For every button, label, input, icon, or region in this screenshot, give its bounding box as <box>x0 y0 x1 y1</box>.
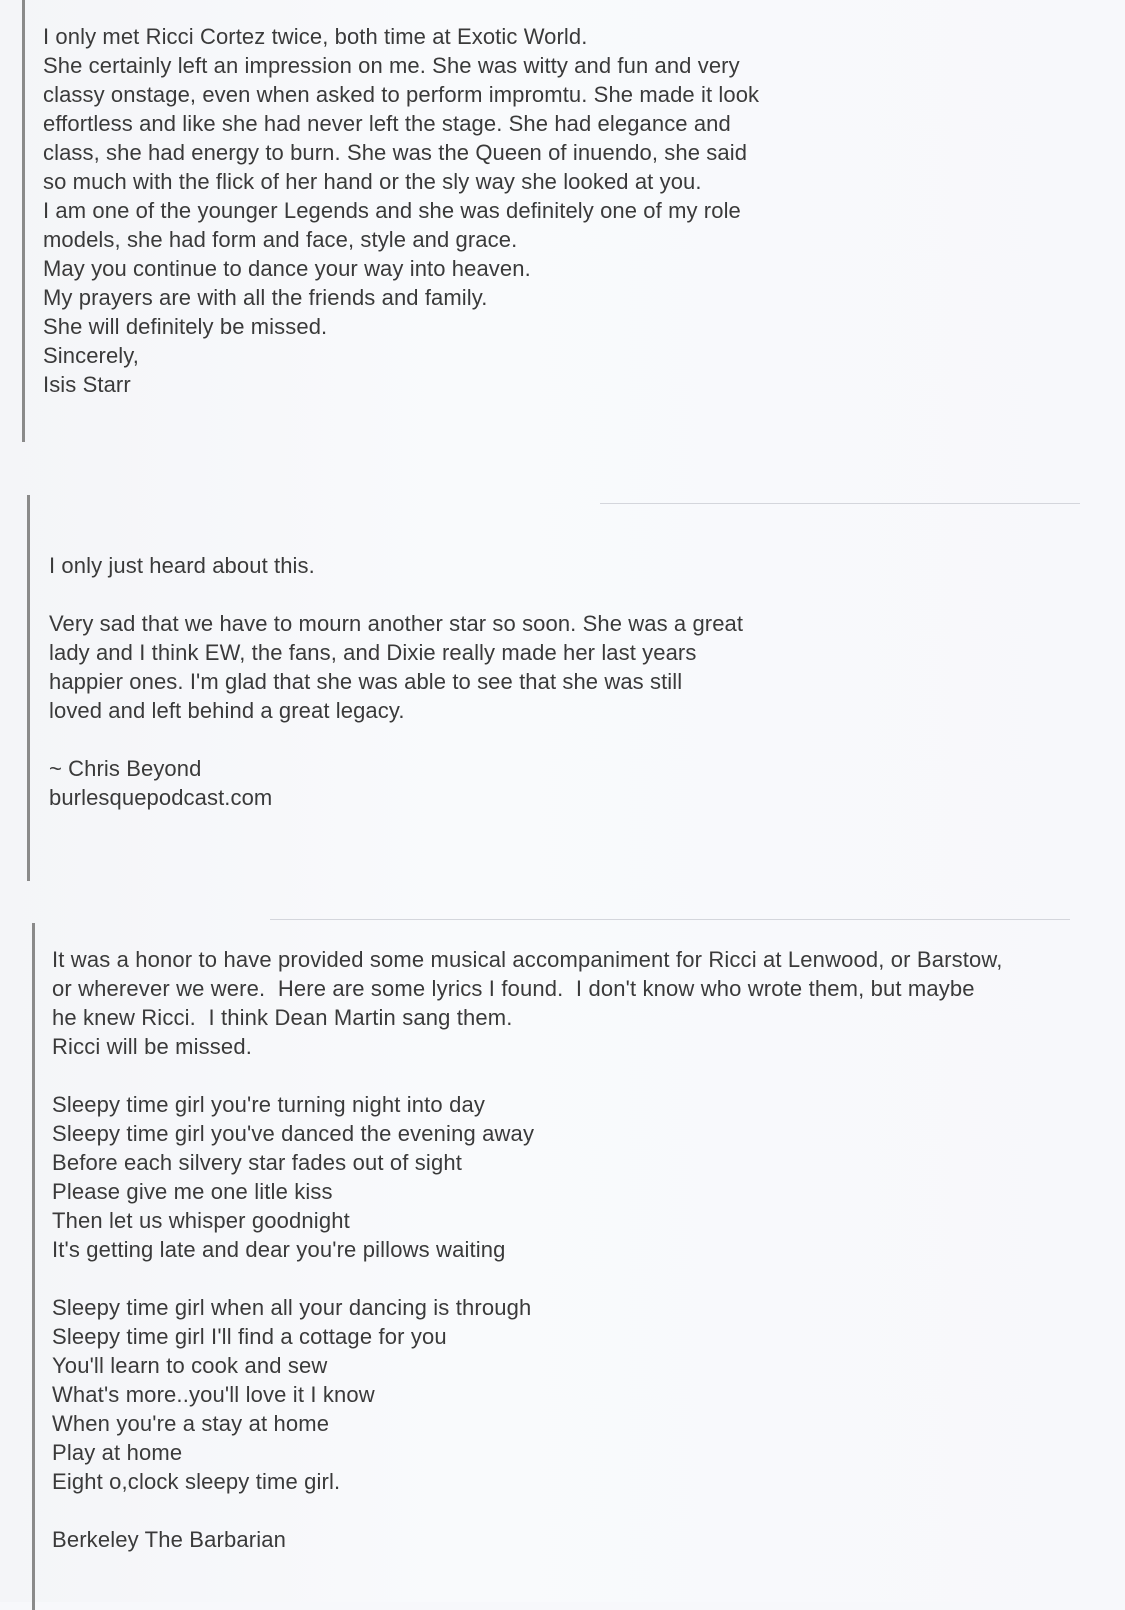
lyric-line: When you're a stay at home <box>52 1411 330 1436</box>
letter-line: Ricci will be missed. <box>52 1034 252 1059</box>
letter-signature: ~ Chris Beyond <box>49 756 202 781</box>
paragraph-gap <box>49 580 1089 609</box>
signature-website: burlesquepodcast.com <box>49 785 273 810</box>
letter-line: lady and I think EW, the fans, and Dixie really made her last years <box>49 640 697 665</box>
letter-line: models, she had form and face, style and grace. <box>43 227 518 252</box>
paragraph-gap <box>52 1264 1122 1293</box>
lyric-line: Sleepy time girl you've danced the evening away <box>52 1121 535 1146</box>
lyric-line: What's more..you'll love it I know <box>52 1382 375 1407</box>
tribute-letter-isis-starr <box>22 0 1093 442</box>
paragraph-gap <box>52 1496 1122 1525</box>
letter-line: classy onstage, even when asked to perform impromtu. She made it look <box>43 82 760 107</box>
letter-line: My prayers are with all the friends and family. <box>43 285 488 310</box>
paragraph-gap <box>49 725 1089 754</box>
letter-line: I only just heard about this. <box>49 553 315 578</box>
letter-line: It was a honor to have provided some musical accompaniment for Ricci at Lenwood, or Barstow, <box>52 947 1003 972</box>
letter-line: I am one of the younger Legends and she was definitely one of my role <box>43 198 741 223</box>
lyric-line: Before each silvery star fades out of sight <box>52 1150 462 1175</box>
letter-line: May you continue to dance your way into heaven. <box>43 256 531 281</box>
letter-line: happier ones. I'm glad that she was able to see that she was still <box>49 669 683 694</box>
lyric-line: Eight o,clock sleepy time girl. <box>52 1469 341 1494</box>
letter-closing: Sincerely, <box>43 343 139 368</box>
letter-signature: Isis Starr <box>43 372 131 397</box>
letter-signature: Berkeley The Barbarian <box>52 1527 287 1552</box>
lyric-line: Then let us whisper goodnight <box>52 1208 350 1233</box>
letter-line: She will definitely be missed. <box>43 314 328 339</box>
paragraph-gap <box>52 1061 1122 1090</box>
letter-line: effortless and like she had never left the stage. She had elegance and <box>43 111 731 136</box>
letter-line: so much with the flick of her hand or the sly way she looked at you. <box>43 169 702 194</box>
lyric-line: It's getting late and dear you're pillows waiting <box>52 1237 506 1262</box>
letter-line: I only met Ricci Cortez twice, both time at Exotic World. <box>43 24 588 49</box>
letter-line: Very sad that we have to mourn another star so soon. She was a great <box>49 611 744 636</box>
lyric-line: Sleepy time girl I'll find a cottage for you <box>52 1324 447 1349</box>
lyric-line: Play at home <box>52 1440 183 1465</box>
letter-line: She certainly left an impression on me. She was witty and fun and very <box>43 53 740 78</box>
tribute-letter-berkeley <box>32 923 1122 1610</box>
divider-rule <box>270 919 1070 920</box>
lyric-line: You'll learn to cook and sew <box>52 1353 328 1378</box>
tribute-letter-chris-beyond <box>27 495 1089 881</box>
lyric-line: Sleepy time girl when all your dancing is through <box>52 1295 532 1320</box>
letter-line: or wherever we were. Here are some lyrics I found. I don't know who wrote them, but maybe <box>52 976 975 1001</box>
lyric-line: Please give me one litle kiss <box>52 1179 333 1204</box>
letter-line: loved and left behind a great legacy. <box>49 698 405 723</box>
letter-line: he knew Ricci. I think Dean Martin sang them. <box>52 1005 513 1030</box>
lyric-line: Sleepy time girl you're turning night into day <box>52 1092 485 1117</box>
letter-line: class, she had energy to burn. She was the Queen of inuendo, she said <box>43 140 748 165</box>
